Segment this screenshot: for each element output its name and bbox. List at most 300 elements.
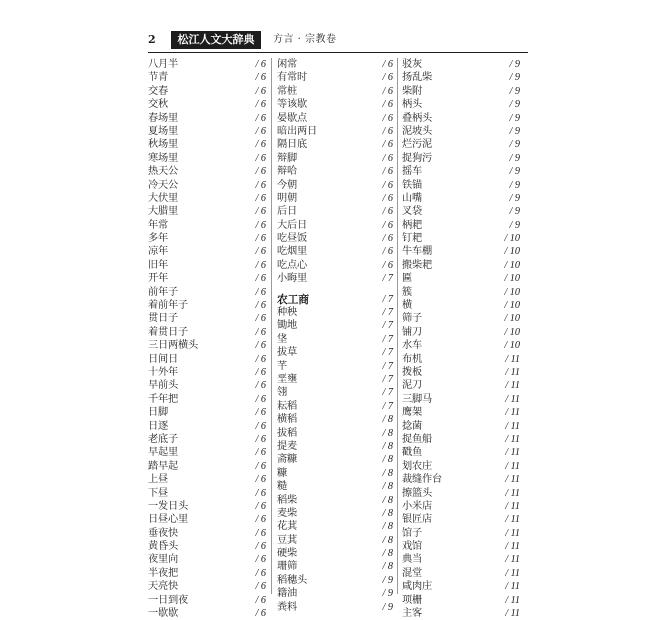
dictionary-entry xyxy=(277,259,393,272)
dictionary-entry xyxy=(148,473,266,486)
entry-page-ref: / 6 xyxy=(255,380,266,392)
dictionary-entry xyxy=(148,192,266,205)
entry-page-ref: / 9 xyxy=(509,192,520,204)
dictionary-entry xyxy=(277,205,393,218)
dictionary-entry xyxy=(148,58,266,71)
entry-term: 柄耙 xyxy=(402,219,422,231)
dictionary-entry xyxy=(402,245,520,258)
entry-term: 交春 xyxy=(148,85,168,97)
dictionary-entry xyxy=(148,112,266,125)
entry-page-ref: / 6 xyxy=(255,179,266,191)
entry-term: 捉狗污 xyxy=(402,152,432,164)
entry-page-ref: / 11 xyxy=(505,460,520,472)
entry-page-ref: / 6 xyxy=(255,514,266,526)
dictionary-entry xyxy=(277,319,393,332)
entry-page-ref: / 6 xyxy=(255,300,266,312)
entry-term: 大伏里 xyxy=(148,192,178,204)
entry-page-ref: / 9 xyxy=(509,219,520,231)
dictionary-entry xyxy=(402,527,520,540)
dictionary-entry xyxy=(148,513,266,526)
dictionary-entry xyxy=(148,607,266,620)
entry-term: 三脚马 xyxy=(402,393,432,405)
entry-page-ref: / 11 xyxy=(505,420,520,432)
entry-term: 钉耙 xyxy=(402,233,422,245)
entry-page-ref: / 10 xyxy=(504,286,520,298)
dictionary-entry xyxy=(277,179,393,192)
entry-page-ref: / 8 xyxy=(382,467,393,479)
entry-page-ref: / 11 xyxy=(505,380,520,392)
entry-term: 日昼心里 xyxy=(148,514,188,526)
entry-term: 日间日 xyxy=(148,353,178,365)
dictionary-entry xyxy=(402,500,520,513)
entry-term: 戳鱼 xyxy=(402,447,422,459)
entry-page-ref: / 11 xyxy=(505,581,520,593)
dictionary-entry xyxy=(148,286,266,299)
dictionary-entry xyxy=(148,433,266,446)
dictionary-entry xyxy=(277,386,393,399)
entry-term: 铺刀 xyxy=(402,326,422,338)
entry-term: 一发日头 xyxy=(148,500,188,512)
entry-term: 早起里 xyxy=(148,447,178,459)
entry-page-ref: / 10 xyxy=(504,233,520,245)
dictionary-entry xyxy=(402,152,520,165)
entry-term: 混堂 xyxy=(402,567,422,579)
dictionary-entry xyxy=(277,219,393,232)
entry-term: 大后日 xyxy=(277,219,307,231)
dictionary-entry xyxy=(277,165,393,178)
dictionary-entry xyxy=(277,85,393,98)
entry-page-ref: / 6 xyxy=(255,554,266,566)
entry-page-ref: / 7 xyxy=(382,360,393,372)
entry-term: 夏场里 xyxy=(148,125,178,137)
entry-page-ref: / 6 xyxy=(255,219,266,231)
dictionary-entry xyxy=(277,427,393,440)
dictionary-entry xyxy=(148,232,266,245)
entry-term: 八月半 xyxy=(148,59,178,70)
entry-term: 筛子 xyxy=(402,313,422,325)
dictionary-entry xyxy=(277,152,393,165)
entry-term: 小米店 xyxy=(402,500,432,512)
dictionary-entry xyxy=(148,500,266,513)
dictionary-entry xyxy=(148,406,266,419)
dictionary-entry xyxy=(148,272,266,285)
entry-term: 十外年 xyxy=(148,366,178,378)
entry-page-ref: / 9 xyxy=(509,166,520,178)
entry-page-ref: / 9 xyxy=(509,139,520,151)
entry-page-ref: / 7 xyxy=(382,373,393,385)
entry-term: 凉年 xyxy=(148,246,168,258)
dictionary-entry xyxy=(402,312,520,325)
dictionary-entry xyxy=(148,527,266,540)
dictionary-entry xyxy=(277,138,393,151)
entry-page-ref: / 11 xyxy=(505,393,520,405)
entry-page-ref: / 9 xyxy=(382,601,393,613)
entry-page-ref: / 8 xyxy=(382,521,393,533)
entry-term: 戏馆 xyxy=(402,541,422,553)
entry-term: 稻穗头 xyxy=(277,574,307,586)
entry-term: 早前头 xyxy=(148,380,178,392)
entry-term: 扬乱柴 xyxy=(402,72,432,84)
dictionary-entry xyxy=(402,138,520,151)
dictionary-entry xyxy=(402,232,520,245)
entry-column-2 xyxy=(277,58,393,613)
dictionary-entry xyxy=(148,165,266,178)
entry-page-ref: / 6 xyxy=(382,112,393,124)
dictionary-entry xyxy=(402,71,520,84)
dictionary-entry xyxy=(277,245,393,258)
entry-term: 匾 xyxy=(402,273,412,285)
dictionary-entry xyxy=(402,393,520,406)
entry-term: 贯日子 xyxy=(148,313,178,325)
entry-term: 籍油 xyxy=(277,588,297,600)
entry-page-ref: / 7 xyxy=(382,273,393,285)
dictionary-entry xyxy=(148,125,266,138)
entry-term: 旧年 xyxy=(148,259,168,271)
entry-page-ref: / 10 xyxy=(504,326,520,338)
entry-page-ref: / 6 xyxy=(255,407,266,419)
entry-page-ref: / 6 xyxy=(382,259,393,271)
dictionary-entry xyxy=(277,333,393,346)
entry-term: 布机 xyxy=(402,353,422,365)
entry-page-ref: / 6 xyxy=(255,581,266,593)
entry-page-ref: / 9 xyxy=(509,179,520,191)
entry-page-ref: / 9 xyxy=(509,125,520,137)
entry-page-ref: / 11 xyxy=(505,527,520,539)
entry-page-ref: / 6 xyxy=(255,541,266,553)
entry-page-ref: / 9 xyxy=(509,206,520,218)
entry-page-ref: / 6 xyxy=(382,166,393,178)
dictionary-entry xyxy=(148,138,266,151)
dictionary-entry xyxy=(148,567,266,580)
dictionary-entry xyxy=(148,179,266,192)
entry-term: 垂夜快 xyxy=(148,527,178,539)
entry-page-ref: / 9 xyxy=(509,152,520,164)
dictionary-entry xyxy=(402,179,520,192)
entry-page-ref: / 11 xyxy=(505,433,520,445)
dictionary-entry xyxy=(277,534,393,547)
entry-page-ref: / 6 xyxy=(255,313,266,325)
entry-page-ref: / 6 xyxy=(382,152,393,164)
entry-page-ref: / 6 xyxy=(255,420,266,432)
entry-page-ref: / 6 xyxy=(382,192,393,204)
section-title: 方言 · 宗教卷 xyxy=(273,34,337,45)
entry-term: 耘稻 xyxy=(277,400,297,412)
dictionary-entry xyxy=(277,306,393,319)
entry-page-ref: / 11 xyxy=(505,541,520,553)
entry-page-ref: / 6 xyxy=(382,206,393,218)
entry-term: 烂污泥 xyxy=(402,139,432,151)
entry-term: 咸肉庄 xyxy=(402,581,432,593)
entry-term: 划农庄 xyxy=(402,460,432,472)
entry-term: 斋糠 xyxy=(277,454,297,466)
entry-page-ref: / 8 xyxy=(382,454,393,466)
dictionary-entry xyxy=(277,400,393,413)
entry-term: 翎 xyxy=(277,387,287,399)
dictionary-entry xyxy=(148,71,266,84)
entry-page-ref: / 11 xyxy=(505,500,520,512)
dictionary-entry xyxy=(148,460,266,473)
entry-page-ref: / 7 xyxy=(382,347,393,359)
entry-page-ref: / 8 xyxy=(382,481,393,493)
book-title: 松江人文大辞典 xyxy=(177,33,255,46)
entry-page-ref: / 6 xyxy=(255,366,266,378)
entry-page-ref: / 8 xyxy=(382,561,393,573)
entry-term: 秋场里 xyxy=(148,139,178,151)
entry-term: 吃昼饭 xyxy=(277,233,307,245)
entry-page-ref: / 6 xyxy=(255,59,266,70)
entry-term: 银匠店 xyxy=(402,514,432,526)
dictionary-entry xyxy=(277,480,393,493)
entry-page-ref: / 6 xyxy=(255,192,266,204)
entry-term: 提麦 xyxy=(277,440,297,452)
entry-page-ref: / 6 xyxy=(382,59,393,70)
dictionary-entry xyxy=(277,272,393,285)
entry-term: 豆萁 xyxy=(277,534,297,546)
dictionary-entry xyxy=(277,520,393,533)
dictionary-entry xyxy=(277,98,393,111)
entry-term: 隔日底 xyxy=(277,139,307,151)
entry-term: 春场里 xyxy=(148,112,178,124)
entry-page-ref: / 7 xyxy=(382,293,393,305)
dictionary-entry xyxy=(402,58,520,71)
dictionary-entry xyxy=(402,326,520,339)
dictionary-entry xyxy=(402,379,520,392)
entry-page-ref: / 6 xyxy=(255,125,266,137)
entry-term: 拔稻 xyxy=(277,427,297,439)
entry-page-ref: / 6 xyxy=(255,85,266,97)
entry-page-ref: / 11 xyxy=(505,567,520,579)
entry-term: 常桩 xyxy=(277,85,297,97)
entry-term: 踏早起 xyxy=(148,460,178,472)
dictionary-entry xyxy=(402,487,520,500)
dictionary-entry xyxy=(277,507,393,520)
dictionary-entry xyxy=(148,312,266,325)
entry-term: 驳灰 xyxy=(402,59,422,70)
entry-term: 馆子 xyxy=(402,527,422,539)
dictionary-entry xyxy=(148,205,266,218)
dictionary-entry xyxy=(402,219,520,232)
entry-term: 主客 xyxy=(402,608,422,620)
entry-page-ref: / 6 xyxy=(382,219,393,231)
entry-page-ref: / 6 xyxy=(255,460,266,472)
entry-term: 裁缝作台 xyxy=(402,474,442,486)
entry-term: 锄地 xyxy=(277,320,297,332)
dictionary-entry xyxy=(148,339,266,352)
dictionary-entry xyxy=(148,245,266,258)
entry-page-ref: / 6 xyxy=(255,273,266,285)
entry-page-ref: / 6 xyxy=(255,594,266,606)
entry-page-ref: / 9 xyxy=(509,112,520,124)
entry-term: 稻柴 xyxy=(277,494,297,506)
entry-term: 农工商 xyxy=(277,292,309,306)
dictionary-entry xyxy=(148,393,266,406)
entry-page-ref: / 6 xyxy=(255,72,266,84)
dictionary-entry xyxy=(148,594,266,607)
entry-term: 后日 xyxy=(277,206,297,218)
dictionary-entry xyxy=(402,594,520,607)
entry-term: 鹰架 xyxy=(402,407,422,419)
entry-term: 种秧 xyxy=(277,307,297,319)
entry-page-ref: / 6 xyxy=(255,474,266,486)
entry-page-ref: / 11 xyxy=(505,366,520,378)
entry-term: 热天公 xyxy=(148,166,178,178)
dictionary-entry xyxy=(402,353,520,366)
entry-term: 捻菌 xyxy=(402,420,422,432)
dictionary-entry xyxy=(148,366,266,379)
dictionary-entry xyxy=(148,580,266,593)
column-divider-left xyxy=(271,58,272,594)
entry-term: 节青 xyxy=(148,72,168,84)
dictionary-entry xyxy=(277,467,393,480)
entry-term: 泥刀 xyxy=(402,380,422,392)
dictionary-entry xyxy=(402,259,520,272)
entry-page-ref: / 9 xyxy=(509,72,520,84)
entry-page-ref: / 6 xyxy=(255,286,266,298)
entry-term: 糙 xyxy=(277,481,287,493)
dictionary-entry xyxy=(402,112,520,125)
entry-page-ref: / 6 xyxy=(255,340,266,352)
entry-page-ref: / 6 xyxy=(382,139,393,151)
entry-page-ref: / 6 xyxy=(255,433,266,445)
entry-term: 柴附 xyxy=(402,85,422,97)
dictionary-entry xyxy=(277,494,393,507)
entry-page-ref: / 10 xyxy=(504,259,520,271)
entry-page-ref: / 6 xyxy=(382,85,393,97)
entry-page-ref: / 7 xyxy=(382,307,393,319)
entry-term: 垩壅 xyxy=(277,373,297,385)
dictionary-entry xyxy=(402,366,520,379)
dictionary-entry xyxy=(148,326,266,339)
entry-term: 下昼 xyxy=(148,487,168,499)
entry-term: 泥坡头 xyxy=(402,125,432,137)
entry-page-ref: / 11 xyxy=(505,608,520,620)
entry-term: 交秋 xyxy=(148,99,168,111)
entry-page-ref: / 6 xyxy=(255,112,266,124)
entry-term: 糠 xyxy=(277,467,287,479)
entry-term: 花萁 xyxy=(277,521,297,533)
entry-term: 一日到夜 xyxy=(148,594,188,606)
dictionary-entry xyxy=(402,286,520,299)
entry-term: 多年 xyxy=(148,233,168,245)
entry-term: 擦篮头 xyxy=(402,487,432,499)
dictionary-entry xyxy=(402,98,520,111)
entry-term: 老底子 xyxy=(148,433,178,445)
entry-page-ref: / 6 xyxy=(382,179,393,191)
entry-term: 天亮快 xyxy=(148,581,178,593)
entry-term: 粪料 xyxy=(277,601,297,613)
entry-term: 冷天公 xyxy=(148,179,178,191)
entry-term: 大腊里 xyxy=(148,206,178,218)
dictionary-entry xyxy=(277,71,393,84)
entry-term: 有常时 xyxy=(277,72,307,84)
entry-page-ref: / 10 xyxy=(504,246,520,258)
entry-page-ref: / 11 xyxy=(505,554,520,566)
entry-page-ref: / 11 xyxy=(505,353,520,365)
entry-page-ref: / 6 xyxy=(255,233,266,245)
entry-term: 珊筛 xyxy=(277,561,297,573)
column-divider-right xyxy=(397,58,398,594)
entry-page-ref: / 10 xyxy=(504,300,520,312)
entry-page-ref: / 8 xyxy=(382,494,393,506)
entry-term: 典当 xyxy=(402,554,422,566)
entry-term: 麦柴 xyxy=(277,507,297,519)
entry-page-ref: / 6 xyxy=(255,152,266,164)
entry-term: 摇车 xyxy=(402,166,422,178)
entry-page-ref: / 7 xyxy=(382,333,393,345)
entry-page-ref: / 6 xyxy=(255,259,266,271)
entry-term: 横稻 xyxy=(277,414,297,426)
entry-page-ref: / 6 xyxy=(255,608,266,620)
dictionary-entry xyxy=(277,192,393,205)
entry-page-ref: / 6 xyxy=(255,326,266,338)
entry-term: 三日两横头 xyxy=(148,340,198,352)
entry-term: 铁锚 xyxy=(402,179,422,191)
entry-term: 水车 xyxy=(402,340,422,352)
dictionary-entry xyxy=(402,125,520,138)
entry-page-ref: / 10 xyxy=(504,340,520,352)
entry-term: 硬柴 xyxy=(277,548,297,560)
dictionary-entry xyxy=(277,58,393,71)
dictionary-entry xyxy=(277,547,393,560)
entry-page-ref: / 9 xyxy=(509,99,520,111)
entry-page-ref: / 8 xyxy=(382,440,393,452)
dictionary-entry xyxy=(148,540,266,553)
dictionary-entry xyxy=(148,487,266,500)
dictionary-entry xyxy=(402,205,520,218)
entry-page-ref: / 7 xyxy=(382,320,393,332)
entry-page-ref: / 8 xyxy=(382,507,393,519)
dictionary-entry xyxy=(148,152,266,165)
entry-term: 今朝 xyxy=(277,179,297,191)
dictionary-entry xyxy=(277,587,393,600)
dictionary-entry xyxy=(148,98,266,111)
dictionary-entry xyxy=(148,259,266,272)
entry-page-ref: / 6 xyxy=(255,487,266,499)
entry-page-ref: / 8 xyxy=(382,534,393,546)
entry-term: 搬柴耙 xyxy=(402,259,432,271)
entry-term: 拔草 xyxy=(277,347,297,359)
entry-page-ref: / 10 xyxy=(504,313,520,325)
entry-term: 晏歇点 xyxy=(277,112,307,124)
entry-term: 小晦里 xyxy=(277,273,307,285)
entry-term: 拨板 xyxy=(402,366,422,378)
entry-page-ref: / 6 xyxy=(255,447,266,459)
entry-page-ref: / 9 xyxy=(382,574,393,586)
dictionary-entry xyxy=(402,406,520,419)
dictionary-entry xyxy=(277,453,393,466)
dictionary-entry xyxy=(277,346,393,359)
dictionary-entry xyxy=(277,440,393,453)
entry-page-ref: / 6 xyxy=(255,206,266,218)
entry-term: 叠柄头 xyxy=(402,112,432,124)
dictionary-entry xyxy=(402,85,520,98)
entry-page-ref: / 6 xyxy=(255,246,266,258)
dictionary-entry xyxy=(402,192,520,205)
entry-term: 前年子 xyxy=(148,286,178,298)
dictionary-entry xyxy=(402,433,520,446)
entry-page-ref: / 6 xyxy=(255,393,266,405)
dictionary-entry xyxy=(402,567,520,580)
entry-page-ref: / 10 xyxy=(504,273,520,285)
entry-term: 横 xyxy=(402,300,412,312)
dictionary-entry xyxy=(148,85,266,98)
entry-term: 寒场里 xyxy=(148,152,178,164)
entry-term: 叉袋 xyxy=(402,206,422,218)
entry-term: 辩脚 xyxy=(277,152,297,164)
entry-column-1 xyxy=(148,58,266,620)
entry-term: 柄头 xyxy=(402,99,422,111)
dictionary-entry xyxy=(277,373,393,386)
